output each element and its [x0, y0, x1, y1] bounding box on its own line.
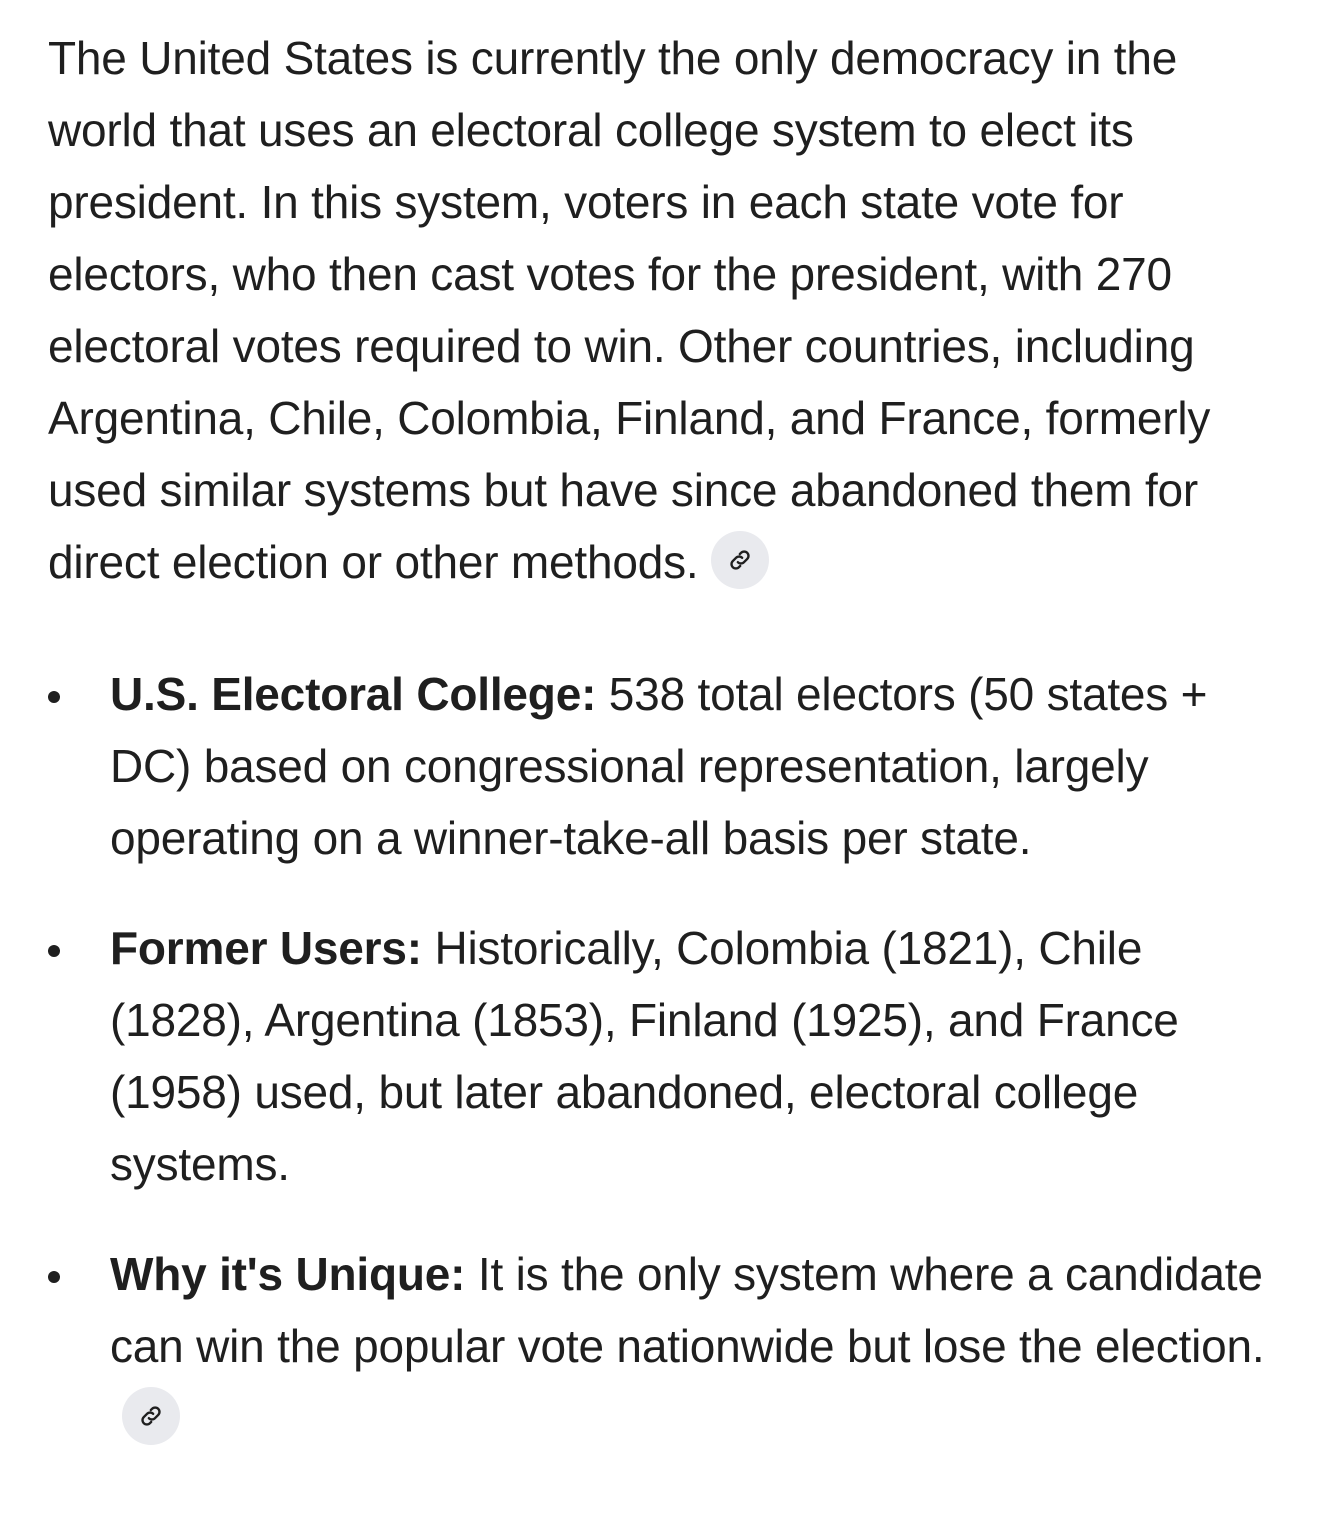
point-text: 538 total electors (50 states + DC) based on congressional representation, largely operating on a winner-take-all basis per state.	[110, 668, 1208, 864]
point-label: Why it's Unique:	[110, 1248, 466, 1300]
link-icon	[727, 547, 753, 573]
point-text: Historically, Colombia (1821), Chile (1828), Argentina (1853), Finland (1925), and France (1958) used, but later abandoned, electoral college systems.	[110, 922, 1179, 1190]
point-label: U.S. Electoral College:	[110, 668, 597, 720]
list-item-why-unique	[48, 1238, 1280, 1454]
point-label: Former Users:	[110, 922, 422, 974]
bullet-icon	[48, 691, 60, 703]
point-text: It is the only system where a candidate can win the popular vote nationwide but lose the election.	[110, 1248, 1265, 1372]
link-icon	[138, 1403, 164, 1429]
intro-paragraph	[48, 22, 1280, 598]
source-link-button[interactable]	[122, 1387, 180, 1445]
intro-text: The United States is currently the only democracy in the world that uses an electoral college system to elect its president. In this system, voters in each state vote for electors, who then cast votes for the president, with 270 electoral votes required to win. Other countries, including Argentina, Chile, Colombia, Finland, and France, formerly used similar systems but have since abandoned them for direct election or other methods.	[48, 32, 1211, 588]
bullet-icon	[48, 945, 60, 957]
list-item-electoral-college	[48, 658, 1280, 874]
key-points-list	[48, 658, 1280, 1454]
bullet-icon	[48, 1271, 60, 1283]
list-item-former-users	[48, 912, 1280, 1200]
source-link-button[interactable]	[711, 531, 769, 589]
